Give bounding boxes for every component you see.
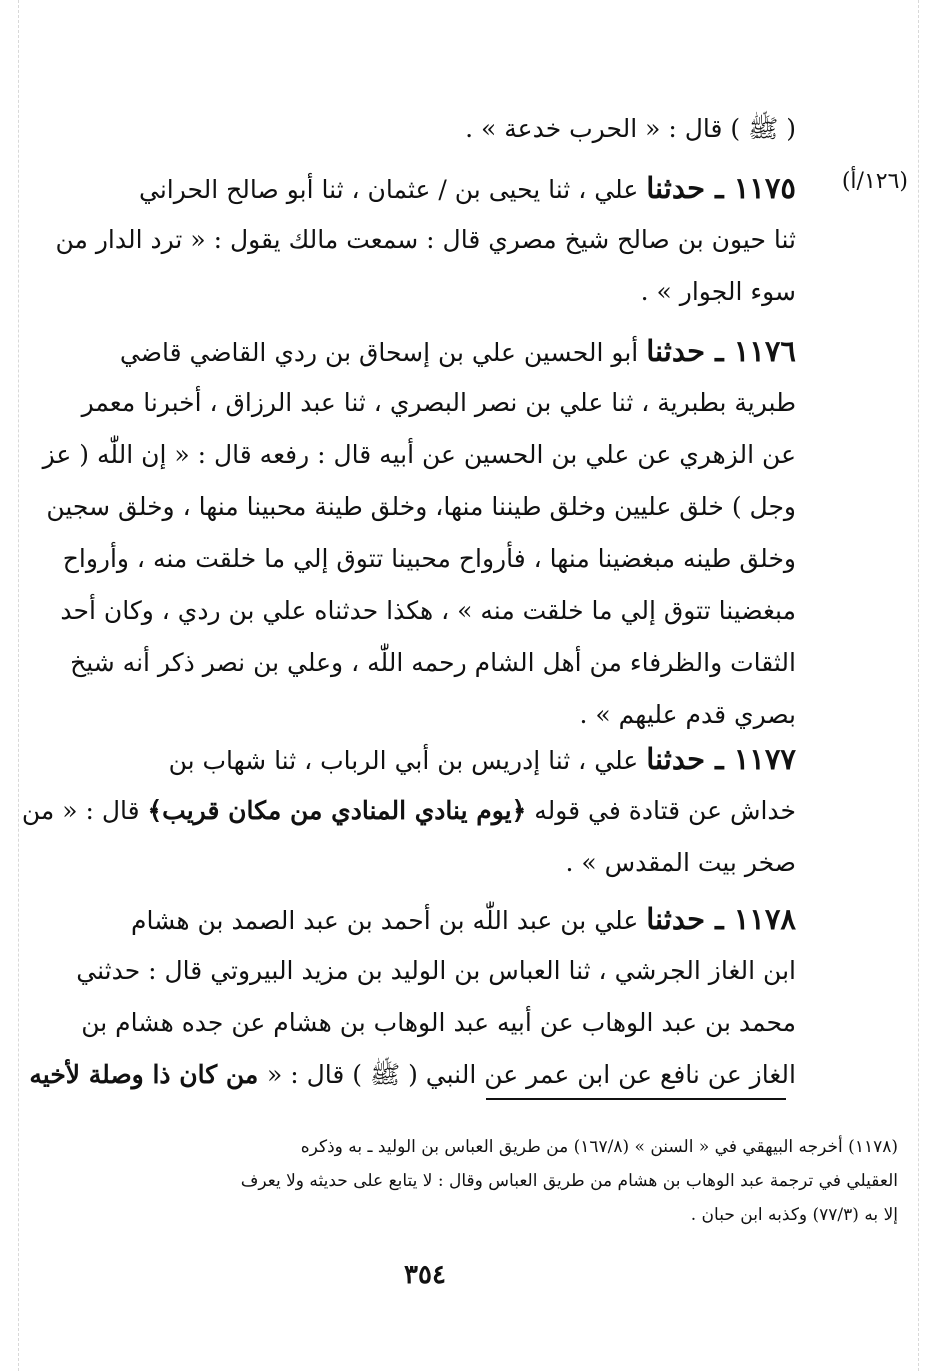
hadith-number: ١١٧٧ ـ حدثنا bbox=[646, 742, 796, 776]
line-text: الغاز عن نافع عن ابن عمر عن النبي ( ﷺ ) قال : « bbox=[266, 1060, 796, 1089]
paragraph-line: ثنا حيون بن صالح شيخ مصري قال : سمعت مالك يقول : « ترد الدار من bbox=[55, 225, 796, 254]
quran-quote: ﴿يوم ينادي المنادي من مكان قريب﴾ bbox=[147, 796, 527, 825]
hadith-number: ١١٧٥ ـ حدثنا bbox=[646, 171, 796, 205]
page-number: ٣٥٤ bbox=[404, 1260, 446, 1290]
paragraph-line bbox=[21, 785, 796, 837]
line-text: خداش عن قتادة في قوله bbox=[534, 796, 796, 825]
hadith-1178 bbox=[29, 893, 796, 1101]
line-text: علي ، ثنا يحيى بن / عثمان ، ثنا أبو صالح الحراني bbox=[138, 175, 647, 204]
paragraph-line bbox=[48, 893, 796, 945]
scan-guide-line bbox=[18, 0, 19, 1371]
line-text: علي بن عبد اللّٰه بن أحمد بن عبد الصمد بن هشام bbox=[131, 906, 647, 935]
paragraph-line: وخلق طينه مبغضينا منها ، فأرواح محبينا تتوق إلي ما خلقت منه ، وأرواح bbox=[62, 544, 796, 573]
scan-guide-line bbox=[918, 0, 919, 1371]
line-text: قال : « من bbox=[21, 796, 148, 825]
footnote-separator bbox=[486, 1098, 786, 1100]
paragraph-line bbox=[48, 162, 796, 214]
hadith-1177 bbox=[21, 733, 796, 889]
margin-folio-reference: (١٢٦/أ) bbox=[841, 169, 908, 194]
paragraph-line: عن الزهري عن علي بن الحسين عن أبيه قال : رفعه قال : « إن اللّٰه ( عز bbox=[42, 440, 796, 469]
paragraph-line: بصري قدم عليهم » . bbox=[579, 700, 796, 729]
footnote-line: (١١٧٨) أخرجه البيهقي في « السنن » (١٦٧/٨) من طريق العباس بن الوليد ـ به وذكره bbox=[300, 1137, 898, 1157]
hadith-number: ١١٧٦ ـ حدثنا bbox=[646, 334, 796, 368]
paragraph-line bbox=[48, 325, 796, 377]
hadith-1175 bbox=[48, 162, 796, 318]
line-text: علي ، ثنا إدريس بن أبي الرباب ، ثنا شهاب بن bbox=[168, 746, 647, 775]
line-text: أبو الحسين علي بن إسحاق بن ردي القاضي قاضي bbox=[119, 338, 647, 367]
header-text: ( ﷺ ) قال : « الحرب خدعة » . bbox=[465, 114, 796, 143]
footnote bbox=[48, 1130, 898, 1232]
paragraph-line: طبرية بطبرية ، ثنا علي بن نصر البصري ، ثنا عبد الرزاق ، أخبرنا معمر bbox=[81, 388, 796, 417]
paragraph-line: الثقات والظرفاء من أهل الشام رحمه اللّٰه ، وعلي بن نصر ذكر أنه شيخ bbox=[70, 648, 796, 677]
hadith-1176 bbox=[42, 325, 796, 741]
paragraph-line: سوء الجوار » . bbox=[640, 277, 796, 306]
paragraph-line: مبغضينا تتوق إلي ما خلقت منه » ، هكذا حدثناه علي بن ردي ، وكان أحد bbox=[60, 596, 796, 625]
footnote-line: إلا به (٧٧/٣) وكذبه ابن حبان . bbox=[690, 1205, 898, 1225]
paragraph-line: وجل ) خلق عليين وخلق طيننا منها، وخلق طينة محبينا منها ، وخلق سجين bbox=[46, 492, 796, 521]
footnote-line: العقيلي في ترجمة عبد الوهاب بن هشام من طريق العباس وقال : لا يتابع على حديثه ولا يعرف bbox=[240, 1171, 898, 1191]
hadith-matn-bold: من كان ذا وصلة لأخيه bbox=[29, 1060, 267, 1089]
paragraph-line bbox=[48, 733, 796, 785]
hadith-number: ١١٧٨ ـ حدثنا bbox=[646, 902, 796, 936]
paragraph-line: صخر بيت المقدس » . bbox=[565, 848, 796, 877]
paragraph-line: محمد بن عبد الوهاب عن أبيه عبد الوهاب بن هشام عن جده هشام بن bbox=[81, 1008, 796, 1037]
header-line bbox=[48, 103, 796, 155]
paragraph-line bbox=[29, 1049, 796, 1101]
paragraph-line: ابن الغاز الجرشي ، ثنا العباس بن الوليد بن مزيد البيروتي قال : حدثني bbox=[76, 956, 796, 985]
